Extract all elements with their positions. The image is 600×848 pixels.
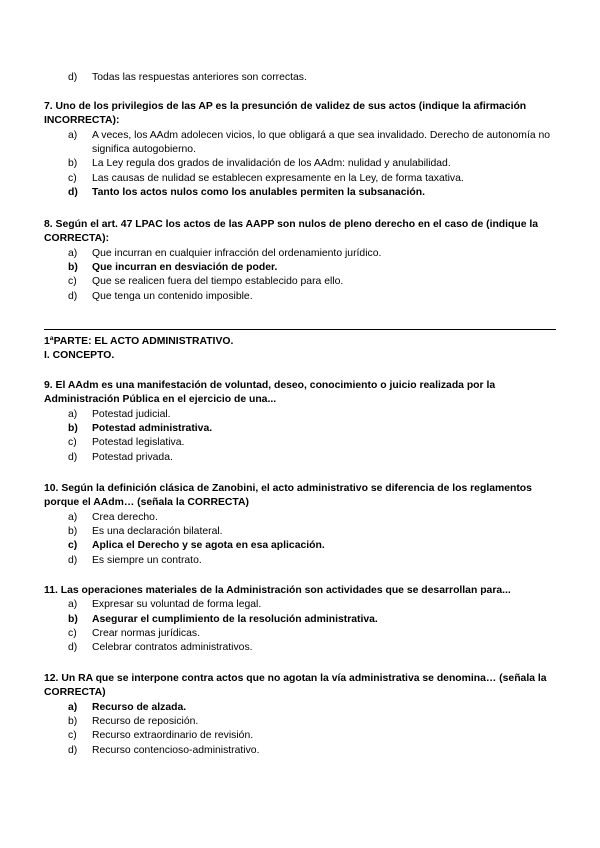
question-8-text: 8. Según el art. 47 LPAC los actos de las AAPP son nulos de pleno derecho en el caso de (indique la CORRECTA): <box>44 219 539 245</box>
q6-option-d <box>44 71 564 85</box>
option-letter: c) <box>68 540 78 552</box>
option-text: A veces, los AAdm adolecen vicios, lo que obligará a que sea invalidado. Derecho de autonomía no significa autogobierno. <box>92 129 551 156</box>
option-letter: c) <box>68 276 77 288</box>
option-text: La Ley regula dos grados de invalidación de los AAdm: nulidad y anulabilidad. <box>92 158 451 170</box>
option-letter: d) <box>68 187 78 199</box>
question-10 <box>44 482 564 568</box>
option-text: Crea derecho. <box>92 511 158 523</box>
q10-option-c-correct <box>44 539 564 553</box>
option-text: Crear normas jurídicas. <box>92 628 200 640</box>
option-letter: a) <box>68 511 78 523</box>
option-letter: b) <box>68 716 78 728</box>
q12-option-c <box>44 729 564 743</box>
question-9-text: 9. El AAdm es una manifestación de voluntad, deseo, conocimiento o juicio realizada por la Administración Pública en el ejercicio de una... <box>44 380 496 406</box>
option-letter: a) <box>68 247 78 259</box>
q8-option-a <box>44 247 564 261</box>
option-text: Es una declaración bilateral. <box>92 526 223 538</box>
option-text: Potestad administrativa. <box>92 423 213 435</box>
q7-option-b <box>44 157 564 171</box>
question-8 <box>44 218 564 304</box>
option-text: Potestad privada. <box>92 451 173 463</box>
option-letter: b) <box>68 526 78 538</box>
question-11-text: 11. Las operaciones materiales de la Administración son actividades que se desarrollan para... <box>44 585 511 596</box>
question-7-text: 7. Uno de los privilegios de las AP es la presunción de validez de sus actos (indique la afirmación INCORRECTA): <box>44 101 527 127</box>
option-letter: b) <box>68 613 78 625</box>
q7-option-d-correct <box>44 186 564 200</box>
section-heading <box>44 335 564 364</box>
option-letter: a) <box>68 129 78 141</box>
q8-option-b-correct <box>44 261 564 275</box>
q10-option-a <box>44 511 564 525</box>
option-text: Que tenga un contenido imposible. <box>92 290 253 302</box>
option-letter: a) <box>68 599 78 611</box>
option-text: Recurso de reposición. <box>92 716 199 728</box>
question-12-text: 12. Un RA que se interpone contra actos que no agotan la vía administrativa se denomina… (señala la CORRECTA) <box>44 673 547 699</box>
option-letter: c) <box>68 628 77 640</box>
question-11 <box>44 584 564 656</box>
option-letter: d) <box>68 744 78 756</box>
option-letter: b) <box>68 423 78 435</box>
option-letter: c) <box>68 730 77 742</box>
option-letter: d) <box>68 554 78 566</box>
option-letter: c) <box>68 437 77 449</box>
part-title: 1ªPARTE: EL ACTO ADMINISTRATIVO. <box>44 336 234 347</box>
q11-option-c <box>44 627 564 641</box>
option-letter: d) <box>68 451 78 463</box>
q12-option-d <box>44 744 564 758</box>
option-text: Celebrar contratos administrativos. <box>92 642 253 654</box>
option-text: Que incurran en desviación de poder. <box>92 262 278 274</box>
q9-option-d <box>44 451 564 465</box>
q10-option-d <box>44 554 564 568</box>
section-divider <box>44 329 556 330</box>
option-letter: b) <box>68 262 78 274</box>
q7-option-a <box>44 129 564 158</box>
q12-option-a-correct <box>44 701 564 715</box>
option-letter: a) <box>68 701 78 713</box>
q7-option-c <box>44 172 564 186</box>
q11-option-d <box>44 641 564 655</box>
option-letter: d) <box>68 72 78 83</box>
option-letter: b) <box>68 158 78 170</box>
option-text: Expresar su voluntad de forma legal. <box>92 599 262 611</box>
q11-option-b-correct <box>44 613 564 627</box>
option-text: Aplica el Derecho y se agota en esa aplicación. <box>92 540 325 552</box>
q11-option-a <box>44 598 564 612</box>
option-text: Tanto los actos nulos como los anulables permiten la subsanación. <box>92 187 425 199</box>
option-letter: c) <box>68 172 77 184</box>
option-text: Recurso de alzada. <box>92 701 187 713</box>
option-letter: d) <box>68 642 78 654</box>
option-letter: d) <box>68 290 78 302</box>
option-text: Es siempre un contrato. <box>92 554 202 566</box>
q8-option-c <box>44 275 564 289</box>
q10-option-b <box>44 525 564 539</box>
q9-option-b-correct <box>44 422 564 436</box>
option-text: Recurso contencioso-administrativo. <box>92 744 260 756</box>
question-12 <box>44 672 564 758</box>
question-9 <box>44 379 564 465</box>
option-text: Todas las respuestas anteriores son correctas. <box>92 72 307 83</box>
option-text: Potestad judicial. <box>92 408 171 420</box>
question-10-text: 10. Según la definición clásica de Zanobini, el acto administrativo se diferencia de los reglamentos porque el AAdm… (señala la CORRECTA) <box>44 483 532 509</box>
question-7 <box>44 100 564 201</box>
question-6-tail <box>44 71 564 85</box>
option-text: Recurso extraordinario de revisión. <box>92 730 254 742</box>
option-letter: a) <box>68 408 78 420</box>
q12-option-b <box>44 715 564 729</box>
q9-option-c <box>44 436 564 450</box>
q9-option-a <box>44 408 564 422</box>
option-text: Las causas de nulidad se establecen expresamente en la Ley, de forma taxativa. <box>92 172 464 184</box>
option-text: Que se realicen fuera del tiempo establecido para ello. <box>92 276 344 288</box>
option-text: Asegurar el cumplimiento de la resolución administrativa. <box>92 613 378 625</box>
option-text: Que incurran en cualquier infracción del ordenamiento jurídico. <box>92 247 382 259</box>
q8-option-d <box>44 290 564 304</box>
chapter-title: I. CONCEPTO. <box>44 350 115 362</box>
option-text: Potestad legislativa. <box>92 437 185 449</box>
